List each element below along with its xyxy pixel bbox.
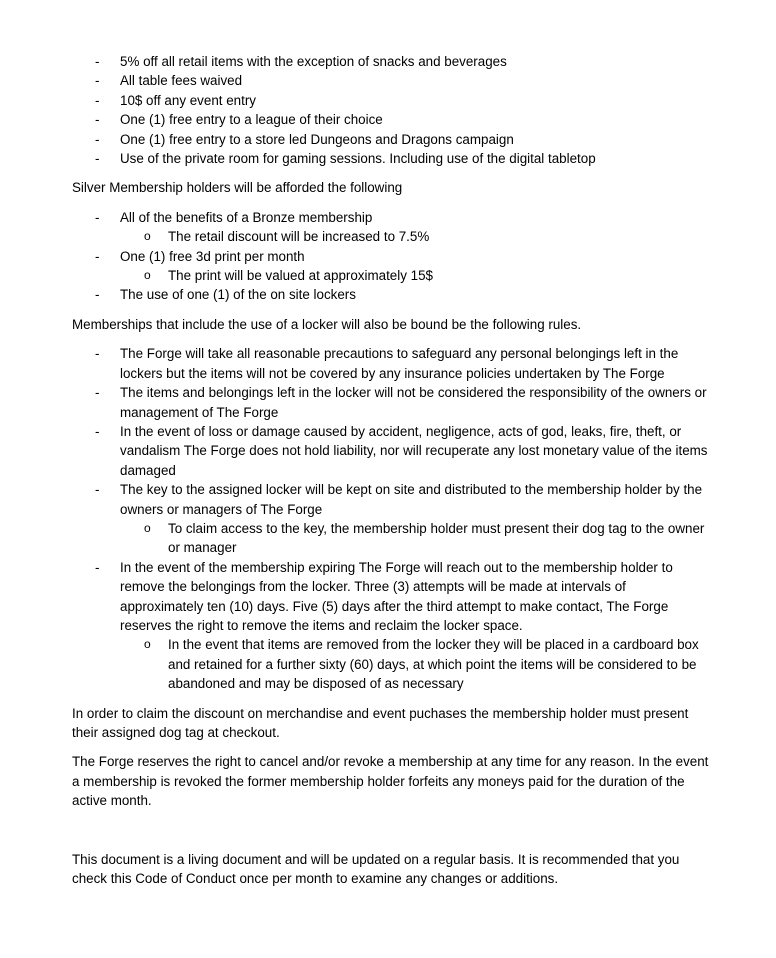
dash-bullet: - [95, 287, 100, 303]
sub-list [120, 227, 712, 246]
list-item [72, 208, 712, 247]
sub-list [120, 519, 712, 558]
silver-intro: Silver Membership holders will be afforded the following [72, 180, 403, 196]
list-item-text: One (1) free entry to a store led Dungeons and Dragons campaign [120, 131, 514, 147]
sub-list-item [72, 519, 712, 558]
list-item [72, 149, 712, 168]
dash-bullet: - [95, 112, 100, 128]
sub-list-item-text: To claim access to the key, the membership holder must present their dog tag to the owner or manager [168, 520, 705, 556]
list-item [72, 383, 712, 422]
list-item-text: Use of the private room for gaming sessions. Including use of the digital tabletop [120, 151, 596, 167]
list-item [72, 110, 712, 129]
list-item-text: 10$ off any event entry [120, 92, 256, 108]
dash-bullet: - [95, 385, 100, 401]
circle-bullet: o [144, 520, 151, 535]
dash-bullet: - [95, 54, 100, 69]
list-item-text: The use of one (1) of the on site lockers [120, 287, 356, 303]
silver-benefits-list [72, 208, 712, 305]
sub-list [120, 266, 712, 285]
list-item [72, 344, 712, 383]
list-item [72, 91, 712, 110]
list-item-text: All of the benefits of a Bronze membership [120, 209, 373, 225]
list-item [72, 285, 712, 304]
list-item [72, 130, 712, 149]
list-item [72, 422, 712, 480]
list-item-text: One (1) free 3d print per month [120, 248, 305, 264]
living-document-paragraph: This document is a living document and will be updated on a regular basis. It is recommended that you check this Code of Conduct once per month to examine any changes or additions. [72, 851, 680, 887]
list-item [72, 71, 712, 90]
bronze-benefits-list [72, 52, 712, 168]
dash-bullet: - [95, 423, 100, 439]
dash-bullet: - [95, 73, 100, 89]
revoke-paragraph: The Forge reserves the right to cancel and/or revoke a membership at any time for any reason. In the event a membership is revoked the former membership holder forfeits any moneys paid for the duration of the active month. [72, 754, 709, 809]
list-item-text: The key to the assigned locker will be kept on site and distributed to the membership holder by the owners or managers of The Forge [120, 482, 703, 517]
dash-bullet: - [95, 92, 100, 108]
sub-list-item [72, 227, 712, 246]
list-item-text: The Forge will take all reasonable precautions to safeguard any personal belongings left in the lockers but the items will not be covered by any insurance policies undertaken by The Forge [120, 346, 679, 381]
list-item [72, 52, 712, 71]
locker-intro: Memberships that include the use of a locker will also be bound be the following rules. [72, 316, 582, 332]
list-item-text: All table fees waived [120, 73, 243, 89]
dash-bullet: - [95, 559, 100, 575]
circle-bullet: o [144, 229, 151, 244]
sub-list-item-text: In the event that items are removed from the locker they will be placed in a cardboard box and retained for a further sixty (60) days, at which point the items will be considered to be abandoned and may be disposed of as necessary [168, 637, 699, 692]
sub-list-item-text: The print will be valued at approximately 15$ [168, 268, 433, 284]
list-item-text: The items and belongings left in the locker will not be considered the responsibility of the owners or management of The Forge [120, 385, 707, 420]
dash-bullet: - [95, 482, 100, 498]
list-item-text: One (1) free entry to a league of their choice [120, 112, 383, 128]
sub-list [120, 635, 712, 693]
dash-bullet: - [95, 209, 100, 225]
list-item-text: 5% off all retail items with the exception of snacks and beverages [120, 54, 507, 69]
locker-rules-list [72, 344, 712, 693]
discount-paragraph: In order to claim the discount on merchandise and event puchases the membership holder must present their assigned dog tag at checkout. [72, 705, 689, 740]
sub-list-item [72, 635, 712, 693]
list-item-text: In the event of the membership expiring The Forge will reach out to the membership holder to remove the belongings from the locker. Three (3) attempts will be made at intervals of approximately ten (10) days. Five (5) days after the third attempt to make contact, The Forge reserves the right to remove the items and reclaim the locker space. [120, 559, 673, 633]
dash-bullet: - [95, 248, 100, 264]
sub-list-item [72, 266, 712, 285]
sub-list-item-text: The retail discount will be increased to 7.5% [168, 229, 430, 245]
list-item [72, 480, 712, 558]
circle-bullet: o [144, 637, 151, 652]
dash-bullet: - [95, 151, 100, 167]
dash-bullet: - [95, 131, 100, 147]
list-item-text: In the event of loss or damage caused by accident, negligence, acts of god, leaks, fire, theft, or vandalism The Forge does not hold liability, nor will recuperate any lost monetary value of the items damaged [120, 423, 708, 478]
list-item [72, 558, 712, 694]
dash-bullet: - [95, 346, 100, 362]
document-page [72, 52, 712, 888]
circle-bullet: o [144, 268, 151, 283]
list-item [72, 247, 712, 286]
